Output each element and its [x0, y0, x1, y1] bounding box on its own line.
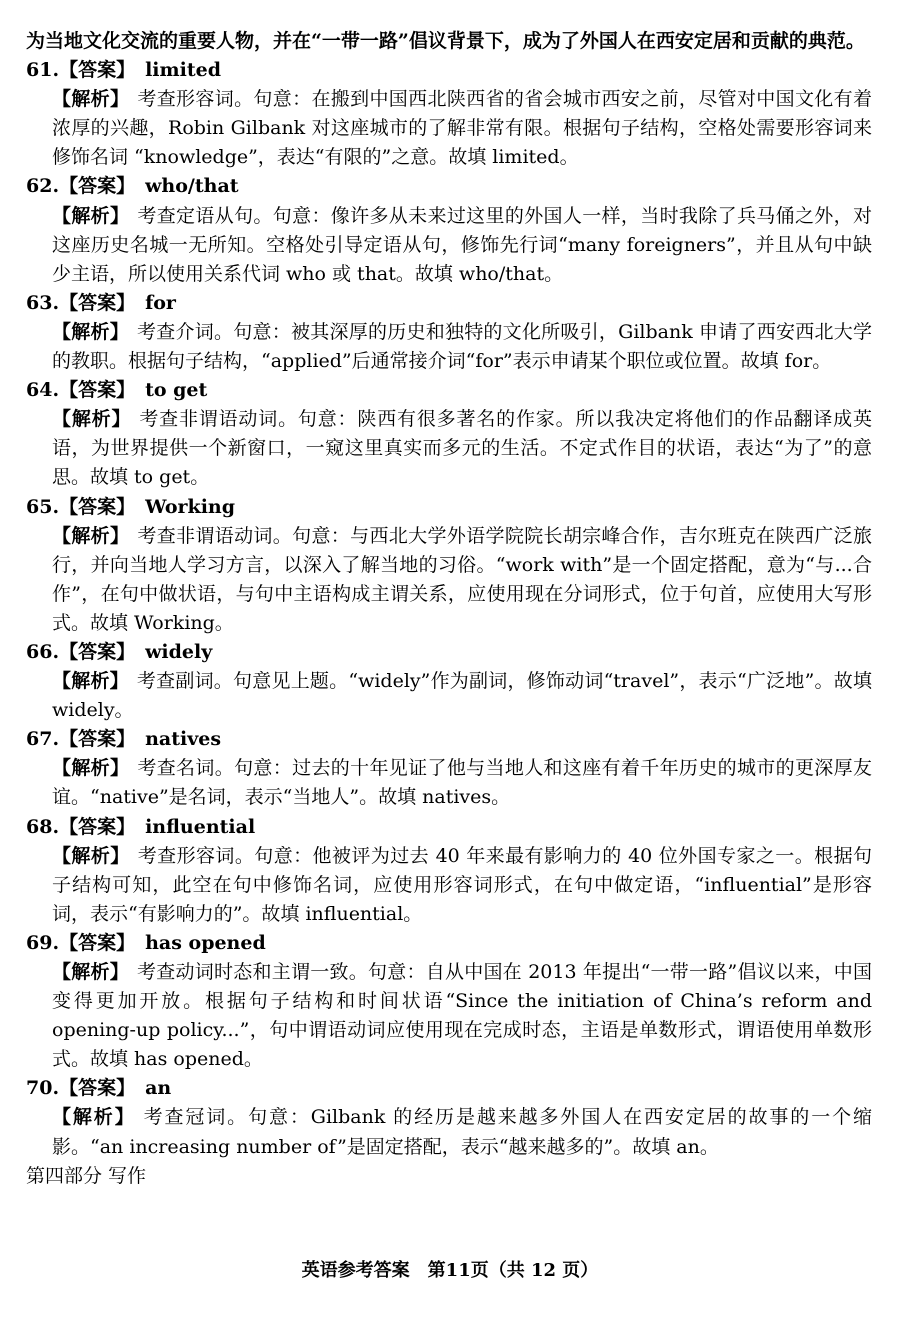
explanation-label: 【解析】 — [52, 844, 130, 867]
answer-text: natives — [145, 728, 222, 751]
question-number: 65. — [26, 495, 60, 518]
question-number: 62. — [26, 175, 60, 198]
explanation — [26, 318, 872, 376]
explanation-label: 【解析】 — [52, 408, 132, 431]
explanation-text: 考查冠词。句意：Gilbank 的经历是越来越多外国人在西安定居的故事的一个缩影。“an increasing number of”是固定搭配，表示“越来越多的”。故填 an。 — [52, 1106, 872, 1158]
answer-label: 【答案】 — [59, 815, 136, 838]
answer-item — [26, 56, 872, 172]
answer-item — [26, 376, 872, 492]
explanation — [26, 202, 872, 289]
answer-line — [26, 813, 872, 842]
explanation-text: 考查形容词。句意：在搬到中国西北陕西省的省会城市西安之前，尽管对中国文化有着浓厚的兴趣，Robin Gilbank 对这座城市的了解非常有限。根据句子结构，空格处需要形容词来修饰名词 “knowledge”，表达“有限的”之意。故填 limited。 — [52, 88, 872, 169]
answer-text: Working — [145, 495, 236, 518]
document-page — [26, 27, 872, 1191]
page-footer: 英语参考答案 第11页（共 12 页） — [301, 1260, 599, 1281]
explanation-label: 【解析】 — [52, 757, 130, 780]
question-number: 70. — [26, 1077, 60, 1100]
answer-text: widely — [145, 640, 213, 663]
explanation-text: 考查名词。句意：过去的十年见证了他与当地人和这座有着千年历史的城市的更深厚友谊。“native”是名词，表示“当地人”。故填 natives。 — [52, 757, 872, 809]
explanation — [26, 842, 872, 929]
explanation-label: 【解析】 — [52, 88, 130, 111]
explanation-text: 考查定语从句。句意：像许多从未来过这里的外国人一样，当时我除了兵马俑之外，对这座历史名城一无所知。空格处引导定语从句，修饰先行词“many foreigners”，并且从句中缺少主语，所以使用关系代词 who 或 that。故填 who/that。 — [52, 204, 872, 285]
answer-label: 【答案】 — [59, 175, 136, 198]
explanation — [26, 85, 872, 172]
intro-paragraph: 为当地文化交流的重要人物，并在“一带一路”倡议背景下，成为了外国人在西安定居和贡献的典范。 — [26, 30, 865, 52]
answer-label: 【答案】 — [59, 1077, 136, 1100]
answer-text: to get — [145, 379, 208, 402]
section-heading: 第四部分 写作 — [26, 1164, 147, 1187]
question-number: 69. — [26, 931, 60, 954]
answer-label: 【答案】 — [59, 728, 136, 751]
answer-label: 【答案】 — [59, 640, 136, 663]
explanation-text: 考查介词。句意：被其深厚的历史和独特的文化所吸引，Gilbank 申请了西安西北大学的教职。根据句子结构，“applied”后通常接介词“for”表示申请某个职位或位置。故填 for。 — [52, 320, 872, 373]
question-number: 68. — [26, 815, 60, 838]
answer-text: influential — [145, 815, 256, 838]
answer-item — [26, 725, 872, 812]
explanation — [26, 754, 872, 812]
answer-item — [26, 813, 872, 929]
answer-text: limited — [145, 59, 221, 82]
explanation-text: 考查非谓语动词。句意：陕西有很多著名的作家。所以我决定将他们的作品翻译成英语，为世界提供一个新窗口，一窥这里真实而多元的生活。不定式作目的状语，表达“为了”的意思。故填 to get。 — [52, 408, 872, 489]
explanation-text: 考查形容词。句意：他被评为过去 40 年来最有影响力的 40 位外国专家之一。根据句子结构可知，此空在句中修饰名词，应使用形容词形式，在句中做定语，“influential”是形容词，表示“有影响力的”。故填 influential。 — [52, 844, 872, 925]
answer-text: who/that — [145, 175, 239, 198]
explanation — [26, 958, 872, 1074]
explanation-label: 【解析】 — [52, 204, 130, 227]
explanation-text: 考查副词。句意见上题。“widely”作为副词，修饰动词“travel”，表示“广泛地”。故填 widely。 — [52, 670, 872, 722]
question-number: 63. — [26, 291, 60, 314]
answer-text: for — [145, 291, 176, 314]
answer-item — [26, 172, 872, 288]
explanation-label: 【解析】 — [52, 320, 129, 343]
answer-line — [26, 1074, 872, 1103]
answer-line — [26, 638, 872, 667]
question-number: 66. — [26, 640, 60, 663]
question-number: 64. — [26, 379, 60, 402]
answer-line — [26, 929, 872, 958]
answer-line — [26, 289, 872, 318]
answer-line — [26, 376, 872, 405]
answer-item — [26, 493, 872, 638]
explanation-label: 【解析】 — [52, 670, 129, 693]
question-number: 61. — [26, 59, 60, 82]
answer-label: 【答案】 — [59, 495, 136, 518]
answer-item — [26, 289, 872, 376]
answer-line — [26, 725, 872, 754]
answer-line — [26, 493, 872, 522]
explanation — [26, 1103, 872, 1161]
explanation — [26, 667, 872, 725]
answer-item — [26, 929, 872, 1074]
answer-label: 【答案】 — [59, 59, 136, 82]
explanation-text: 考查动词时态和主谓一致。句意：自从中国在 2013 年提出“一带一路”倡议以来，中国变得更加开放。根据句子结构和时间状语“Since the initiation of China’s reform and opening-up policy...”，句中谓语动词应使用现在完成时态，主语是单数形式，谓语使用单数形式。故填 has opened。 — [52, 961, 872, 1071]
answer-text: has opened — [145, 931, 266, 954]
question-number: 67. — [26, 728, 60, 751]
explanation-label: 【解析】 — [52, 961, 129, 983]
explanation-text: 考查非谓语动词。句意：与西北大学外语学院院长胡宗峰合作，吉尔班克在陕西广泛旅行，并向当地人学习方言，以深入了解当地的习俗。“work with”是一个固定搭配，意为“与...合作”，在句中做状语，与句中主语构成主谓关系，应使用现在分词形式，位于句首，应使用大写形式。故填 Working。 — [52, 524, 872, 634]
answer-line — [26, 172, 872, 201]
answer-label: 【答案】 — [59, 379, 136, 402]
answer-label: 【答案】 — [59, 291, 136, 314]
explanation-label: 【解析】 — [52, 1106, 136, 1129]
answer-item — [26, 638, 872, 725]
answer-label: 【答案】 — [59, 931, 136, 954]
answer-item — [26, 1074, 872, 1161]
answer-text: an — [145, 1077, 172, 1100]
explanation-label: 【解析】 — [52, 524, 130, 547]
answer-list — [26, 56, 872, 1162]
answer-line — [26, 56, 872, 85]
explanation — [26, 405, 872, 492]
explanation — [26, 522, 872, 638]
